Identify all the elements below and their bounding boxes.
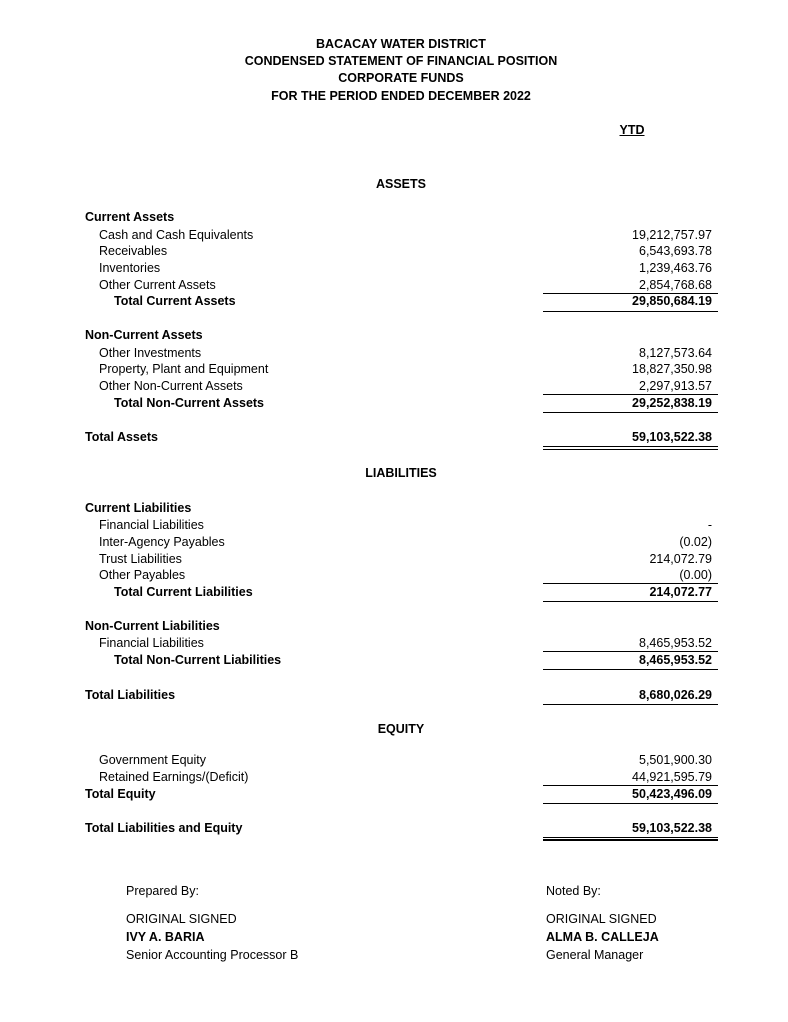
noted-by-position: General Manager	[546, 948, 644, 962]
line-item-label: Other Non-Current Assets	[99, 379, 243, 393]
total-current-liabilities-amount: 214,072.77	[649, 585, 712, 599]
total-liabilities-equity-amount: 59,103,522.38	[632, 821, 712, 835]
liabilities-section-title: LIABILITIES	[365, 466, 437, 480]
line-item-label: Inventories	[99, 261, 161, 275]
total-rule	[543, 412, 718, 413]
line-item-label: Other Current Assets	[99, 278, 216, 292]
equity-section-title: EQUITY	[377, 722, 425, 736]
prepared-by-name: IVY A. BARIA	[126, 930, 205, 944]
line-item-label: Financial Liabilities	[99, 518, 204, 532]
statement-title: CONDENSED STATEMENT OF FINANCIAL POSITION	[244, 54, 558, 68]
line-item-amount: 19,212,757.97	[632, 228, 712, 242]
subtotal-rule	[543, 785, 718, 786]
total-noncurrent-liabilities-amount: 8,465,953.52	[639, 653, 712, 667]
total-liabilities-amount: 8,680,026.29	[639, 688, 712, 702]
line-item-amount: -	[707, 518, 712, 532]
line-item-label: Cash and Cash Equivalents	[99, 228, 254, 242]
current-assets-heading: Current Assets	[85, 210, 175, 224]
line-item-label: Trust Liabilities	[99, 552, 182, 566]
noted-by-caption: Noted By:	[546, 884, 601, 898]
total-assets-label: Total Assets	[85, 430, 158, 444]
subtotal-rule	[543, 583, 718, 584]
total-rule	[543, 704, 718, 705]
total-current-assets-amount: 29,850,684.19	[632, 294, 712, 308]
district-name: BACACAY WATER DISTRICT	[316, 37, 486, 51]
line-item-amount: 214,072.79	[649, 552, 712, 566]
line-item-amount: 6,543,693.78	[639, 244, 712, 258]
total-rule	[543, 311, 718, 312]
line-item-amount: 2,297,913.57	[639, 379, 712, 393]
line-item-label: Retained Earnings/(Deficit)	[99, 770, 249, 784]
line-item-amount: 8,465,953.52	[639, 636, 712, 650]
prepared-by-position: Senior Accounting Processor B	[126, 948, 299, 962]
line-item-label: Government Equity	[99, 753, 206, 767]
current-liabilities-heading: Current Liabilities	[85, 501, 192, 515]
subtotal-rule	[543, 394, 718, 395]
line-item-label: Inter-Agency Payables	[99, 535, 225, 549]
fund-title: CORPORATE FUNDS	[338, 71, 464, 85]
total-noncurrent-assets-amount: 29,252,838.19	[632, 396, 712, 410]
prepared-by-status: ORIGINAL SIGNED	[126, 912, 237, 926]
double-rule-bottom	[543, 839, 718, 841]
double-rule-top	[543, 446, 718, 447]
line-item-amount: (0.00)	[679, 568, 712, 582]
total-noncurrent-assets-label: Total Non-Current Assets	[114, 396, 265, 410]
total-equity-label: Total Equity	[85, 787, 156, 801]
line-item-label: Financial Liabilities	[99, 636, 204, 650]
assets-section-title: ASSETS	[375, 177, 426, 191]
line-item-amount: 5,501,900.30	[639, 753, 712, 767]
total-liabilities-equity-label: Total Liabilities and Equity	[85, 821, 243, 835]
total-liabilities-label: Total Liabilities	[85, 688, 176, 702]
line-item-amount: 18,827,350.98	[632, 362, 712, 376]
ytd-column-header: YTD	[619, 123, 645, 137]
total-current-liabilities-label: Total Current Liabilities	[114, 585, 253, 599]
total-rule	[543, 601, 718, 602]
noted-by-status: ORIGINAL SIGNED	[546, 912, 657, 926]
line-item-label: Receivables	[99, 244, 168, 258]
line-item-label: Other Investments	[99, 346, 202, 360]
noted-by-name: ALMA B. CALLEJA	[546, 930, 659, 944]
total-noncurrent-liabilities-label: Total Non-Current Liabilities	[114, 653, 282, 667]
noncurrent-liabilities-heading: Non-Current Liabilities	[85, 619, 220, 633]
double-rule-top	[543, 837, 718, 838]
line-item-amount: (0.02)	[679, 535, 712, 549]
total-rule	[543, 803, 718, 804]
double-rule-bottom	[543, 449, 718, 450]
noncurrent-assets-heading: Non-Current Assets	[85, 328, 203, 342]
total-current-assets-label: Total Current Assets	[114, 294, 236, 308]
line-item-amount: 1,239,463.76	[639, 261, 712, 275]
subtotal-rule	[543, 651, 718, 652]
line-item-label: Property, Plant and Equipment	[99, 362, 269, 376]
line-item-label: Other Payables	[99, 568, 186, 582]
period-title: FOR THE PERIOD ENDED DECEMBER 2022	[271, 89, 531, 103]
total-assets-amount: 59,103,522.38	[632, 430, 712, 444]
total-rule	[543, 669, 718, 670]
prepared-by-caption: Prepared By:	[126, 884, 199, 898]
line-item-amount: 44,921,595.79	[632, 770, 712, 784]
total-equity-amount: 50,423,496.09	[632, 787, 712, 801]
line-item-amount: 2,854,768.68	[639, 278, 712, 292]
line-item-amount: 8,127,573.64	[639, 346, 712, 360]
